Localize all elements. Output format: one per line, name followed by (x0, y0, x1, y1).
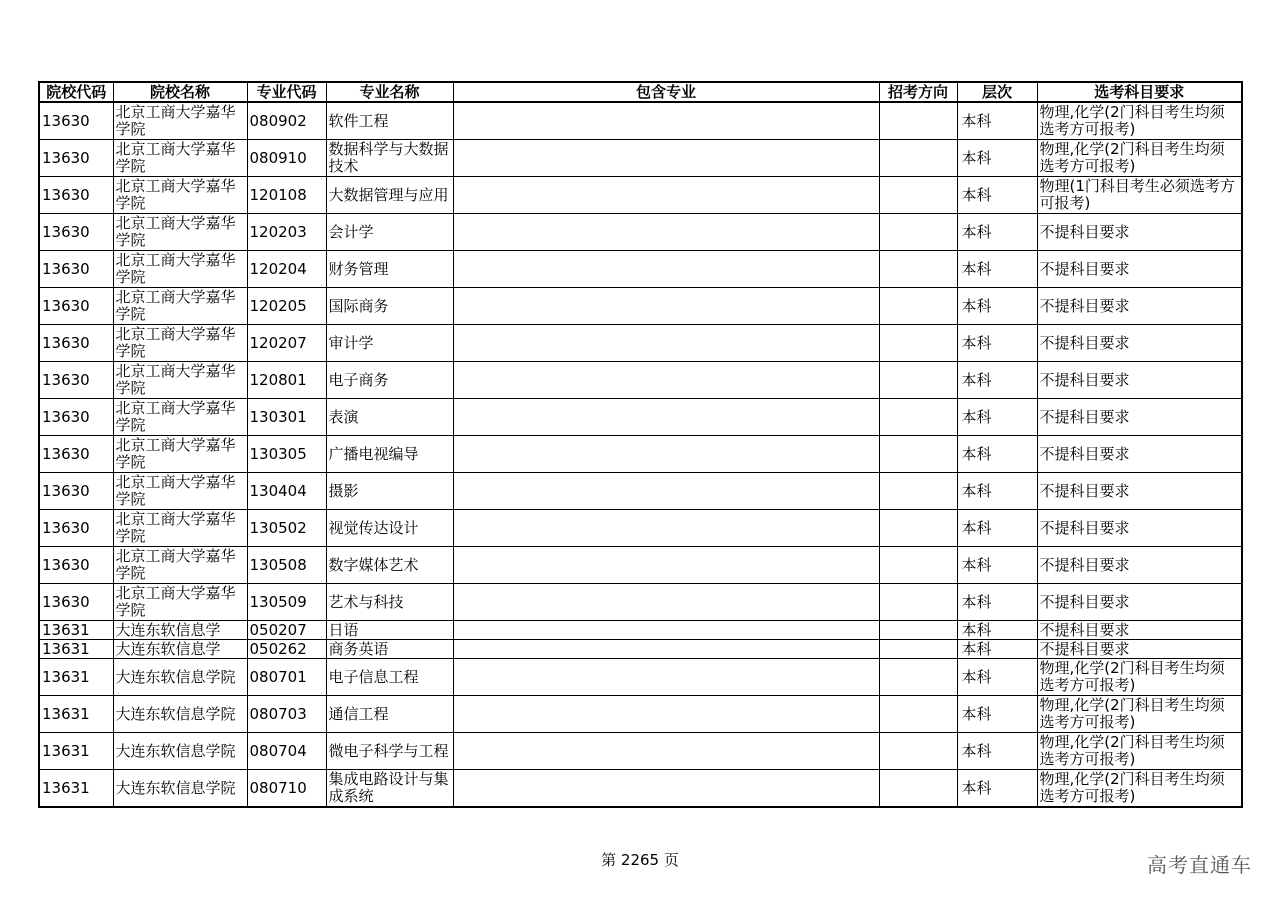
header-level: 层次 (957, 82, 1037, 102)
direction-cell (879, 473, 957, 510)
level-cell: 本科 (957, 177, 1037, 214)
table-row (39, 214, 1242, 251)
requirement-cell: 不提科目要求 (1037, 288, 1242, 325)
school-code-cell: 13630 (39, 547, 113, 584)
requirement-cell: 不提科目要求 (1037, 510, 1242, 547)
included-majors-cell (453, 399, 879, 436)
school-name-cell: 北京工商大学嘉华学院 (113, 102, 247, 140)
table-row (39, 473, 1242, 510)
major-name-cell: 微电子科学与工程 (326, 733, 453, 770)
table-row (39, 140, 1242, 177)
major-code-cell: 050207 (247, 621, 326, 640)
requirement-cell: 不提科目要求 (1037, 214, 1242, 251)
level-cell: 本科 (957, 733, 1037, 770)
school-code-cell: 13631 (39, 621, 113, 640)
table-row (39, 436, 1242, 473)
school-name-cell: 北京工商大学嘉华学院 (113, 399, 247, 436)
major-code-cell: 130508 (247, 547, 326, 584)
included-majors-cell (453, 288, 879, 325)
major-name-cell: 国际商务 (326, 288, 453, 325)
requirement-cell: 物理,化学(2门科目考生均须选考方可报考) (1037, 696, 1242, 733)
table-row (39, 325, 1242, 362)
major-code-cell: 130404 (247, 473, 326, 510)
header-included-majors: 包含专业 (453, 82, 879, 102)
included-majors-cell (453, 473, 879, 510)
direction-cell (879, 362, 957, 399)
level-cell: 本科 (957, 584, 1037, 621)
level-cell: 本科 (957, 696, 1037, 733)
direction-cell (879, 177, 957, 214)
major-code-cell: 120207 (247, 325, 326, 362)
level-cell: 本科 (957, 640, 1037, 659)
included-majors-cell (453, 621, 879, 640)
page-number: 第 2265 页 (601, 851, 679, 869)
header-major-name: 专业名称 (326, 82, 453, 102)
level-cell: 本科 (957, 399, 1037, 436)
direction-cell (879, 251, 957, 288)
admission-table (38, 81, 1243, 808)
requirement-cell: 不提科目要求 (1037, 640, 1242, 659)
school-code-cell: 13630 (39, 362, 113, 399)
major-code-cell: 120801 (247, 362, 326, 399)
school-code-cell: 13630 (39, 399, 113, 436)
table-row (39, 640, 1242, 659)
table-row (39, 102, 1242, 140)
direction-cell (879, 288, 957, 325)
school-code-cell: 13630 (39, 288, 113, 325)
school-code-cell: 13630 (39, 510, 113, 547)
watermark-text: 高考直通车 (1147, 853, 1252, 877)
major-name-cell: 软件工程 (326, 102, 453, 140)
header-major-code: 专业代码 (247, 82, 326, 102)
requirement-cell: 物理,化学(2门科目考生均须选考方可报考) (1037, 659, 1242, 696)
table-row (39, 770, 1242, 808)
table-row (39, 288, 1242, 325)
school-name-cell: 北京工商大学嘉华学院 (113, 584, 247, 621)
direction-cell (879, 214, 957, 251)
included-majors-cell (453, 659, 879, 696)
school-name-cell: 北京工商大学嘉华学院 (113, 547, 247, 584)
level-cell: 本科 (957, 547, 1037, 584)
school-code-cell: 13630 (39, 251, 113, 288)
requirement-cell: 物理,化学(2门科目考生均须选考方可报考) (1037, 770, 1242, 808)
requirement-cell: 不提科目要求 (1037, 621, 1242, 640)
school-code-cell: 13630 (39, 473, 113, 510)
requirement-cell: 不提科目要求 (1037, 436, 1242, 473)
included-majors-cell (453, 214, 879, 251)
level-cell: 本科 (957, 659, 1037, 696)
school-code-cell: 13630 (39, 140, 113, 177)
requirement-cell: 不提科目要求 (1037, 325, 1242, 362)
direction-cell (879, 436, 957, 473)
header-school-code: 院校代码 (39, 82, 113, 102)
requirement-cell: 物理,化学(2门科目考生均须选考方可报考) (1037, 140, 1242, 177)
school-code-cell: 13631 (39, 770, 113, 808)
direction-cell (879, 584, 957, 621)
school-name-cell: 北京工商大学嘉华学院 (113, 362, 247, 399)
school-name-cell: 北京工商大学嘉华学院 (113, 436, 247, 473)
table-row (39, 547, 1242, 584)
school-name-cell: 北京工商大学嘉华学院 (113, 510, 247, 547)
included-majors-cell (453, 102, 879, 140)
requirement-cell: 物理(1门科目考生必须选考方可报考) (1037, 177, 1242, 214)
header-direction: 招考方向 (879, 82, 957, 102)
direction-cell (879, 510, 957, 547)
header-row (39, 82, 1242, 102)
direction-cell (879, 102, 957, 140)
included-majors-cell (453, 436, 879, 473)
school-name-cell: 北京工商大学嘉华学院 (113, 251, 247, 288)
major-code-cell: 120205 (247, 288, 326, 325)
level-cell: 本科 (957, 621, 1037, 640)
included-majors-cell (453, 177, 879, 214)
included-majors-cell (453, 140, 879, 177)
school-name-cell: 大连东软信息学院 (113, 770, 247, 808)
included-majors-cell (453, 510, 879, 547)
school-name-cell: 北京工商大学嘉华学院 (113, 288, 247, 325)
major-code-cell: 050262 (247, 640, 326, 659)
school-code-cell: 13630 (39, 214, 113, 251)
school-code-cell: 13631 (39, 640, 113, 659)
major-name-cell: 表演 (326, 399, 453, 436)
level-cell: 本科 (957, 510, 1037, 547)
major-code-cell: 080910 (247, 140, 326, 177)
included-majors-cell (453, 547, 879, 584)
table-row (39, 584, 1242, 621)
major-code-cell: 080703 (247, 696, 326, 733)
school-name-cell: 大连东软信息学 (113, 621, 247, 640)
level-cell: 本科 (957, 214, 1037, 251)
major-name-cell: 数据科学与大数据技术 (326, 140, 453, 177)
direction-cell (879, 659, 957, 696)
requirement-cell: 不提科目要求 (1037, 399, 1242, 436)
included-majors-cell (453, 733, 879, 770)
major-name-cell: 广播电视编导 (326, 436, 453, 473)
direction-cell (879, 621, 957, 640)
table-row (39, 362, 1242, 399)
table-row (39, 733, 1242, 770)
header-subject-requirement: 选考科目要求 (1037, 82, 1242, 102)
major-name-cell: 日语 (326, 621, 453, 640)
major-code-cell: 130502 (247, 510, 326, 547)
included-majors-cell (453, 696, 879, 733)
direction-cell (879, 640, 957, 659)
school-name-cell: 北京工商大学嘉华学院 (113, 473, 247, 510)
major-name-cell: 摄影 (326, 473, 453, 510)
major-name-cell: 会计学 (326, 214, 453, 251)
major-code-cell: 120203 (247, 214, 326, 251)
school-name-cell: 北京工商大学嘉华学院 (113, 214, 247, 251)
level-cell: 本科 (957, 140, 1037, 177)
level-cell: 本科 (957, 251, 1037, 288)
school-code-cell: 13631 (39, 733, 113, 770)
table-row (39, 621, 1242, 640)
included-majors-cell (453, 362, 879, 399)
requirement-cell: 不提科目要求 (1037, 584, 1242, 621)
level-cell: 本科 (957, 325, 1037, 362)
school-name-cell: 大连东软信息学院 (113, 696, 247, 733)
requirement-cell: 物理,化学(2门科目考生均须选考方可报考) (1037, 102, 1242, 140)
table-row (39, 510, 1242, 547)
direction-cell (879, 547, 957, 584)
school-name-cell: 大连东软信息学院 (113, 733, 247, 770)
major-name-cell: 商务英语 (326, 640, 453, 659)
table-row (39, 177, 1242, 214)
direction-cell (879, 733, 957, 770)
school-name-cell: 大连东软信息学院 (113, 659, 247, 696)
included-majors-cell (453, 251, 879, 288)
included-majors-cell (453, 640, 879, 659)
requirement-cell: 不提科目要求 (1037, 473, 1242, 510)
major-name-cell: 通信工程 (326, 696, 453, 733)
major-name-cell: 数字媒体艺术 (326, 547, 453, 584)
direction-cell (879, 770, 957, 808)
requirement-cell: 物理,化学(2门科目考生均须选考方可报考) (1037, 733, 1242, 770)
school-name-cell: 大连东软信息学 (113, 640, 247, 659)
major-code-cell: 120108 (247, 177, 326, 214)
direction-cell (879, 399, 957, 436)
school-name-cell: 北京工商大学嘉华学院 (113, 140, 247, 177)
major-name-cell: 财务管理 (326, 251, 453, 288)
table-row (39, 696, 1242, 733)
major-code-cell: 130305 (247, 436, 326, 473)
requirement-cell: 不提科目要求 (1037, 547, 1242, 584)
included-majors-cell (453, 325, 879, 362)
level-cell: 本科 (957, 473, 1037, 510)
direction-cell (879, 325, 957, 362)
table-row (39, 399, 1242, 436)
included-majors-cell (453, 584, 879, 621)
level-cell: 本科 (957, 288, 1037, 325)
major-name-cell: 大数据管理与应用 (326, 177, 453, 214)
major-code-cell: 080902 (247, 102, 326, 140)
major-code-cell: 120204 (247, 251, 326, 288)
school-code-cell: 13630 (39, 325, 113, 362)
major-name-cell: 电子信息工程 (326, 659, 453, 696)
school-code-cell: 13630 (39, 177, 113, 214)
level-cell: 本科 (957, 362, 1037, 399)
direction-cell (879, 696, 957, 733)
level-cell: 本科 (957, 436, 1037, 473)
major-code-cell: 080710 (247, 770, 326, 808)
major-name-cell: 集成电路设计与集成系统 (326, 770, 453, 808)
school-code-cell: 13631 (39, 696, 113, 733)
school-name-cell: 北京工商大学嘉华学院 (113, 325, 247, 362)
table-row (39, 251, 1242, 288)
requirement-cell: 不提科目要求 (1037, 251, 1242, 288)
school-code-cell: 13631 (39, 659, 113, 696)
school-code-cell: 13630 (39, 584, 113, 621)
school-code-cell: 13630 (39, 436, 113, 473)
major-code-cell: 130509 (247, 584, 326, 621)
included-majors-cell (453, 770, 879, 808)
school-name-cell: 北京工商大学嘉华学院 (113, 177, 247, 214)
major-name-cell: 视觉传达设计 (326, 510, 453, 547)
level-cell: 本科 (957, 102, 1037, 140)
major-code-cell: 130301 (247, 399, 326, 436)
school-code-cell: 13630 (39, 102, 113, 140)
direction-cell (879, 140, 957, 177)
level-cell: 本科 (957, 770, 1037, 808)
header-school-name: 院校名称 (113, 82, 247, 102)
table-row (39, 659, 1242, 696)
major-code-cell: 080704 (247, 733, 326, 770)
major-name-cell: 电子商务 (326, 362, 453, 399)
requirement-cell: 不提科目要求 (1037, 362, 1242, 399)
major-name-cell: 审计学 (326, 325, 453, 362)
major-code-cell: 080701 (247, 659, 326, 696)
major-name-cell: 艺术与科技 (326, 584, 453, 621)
